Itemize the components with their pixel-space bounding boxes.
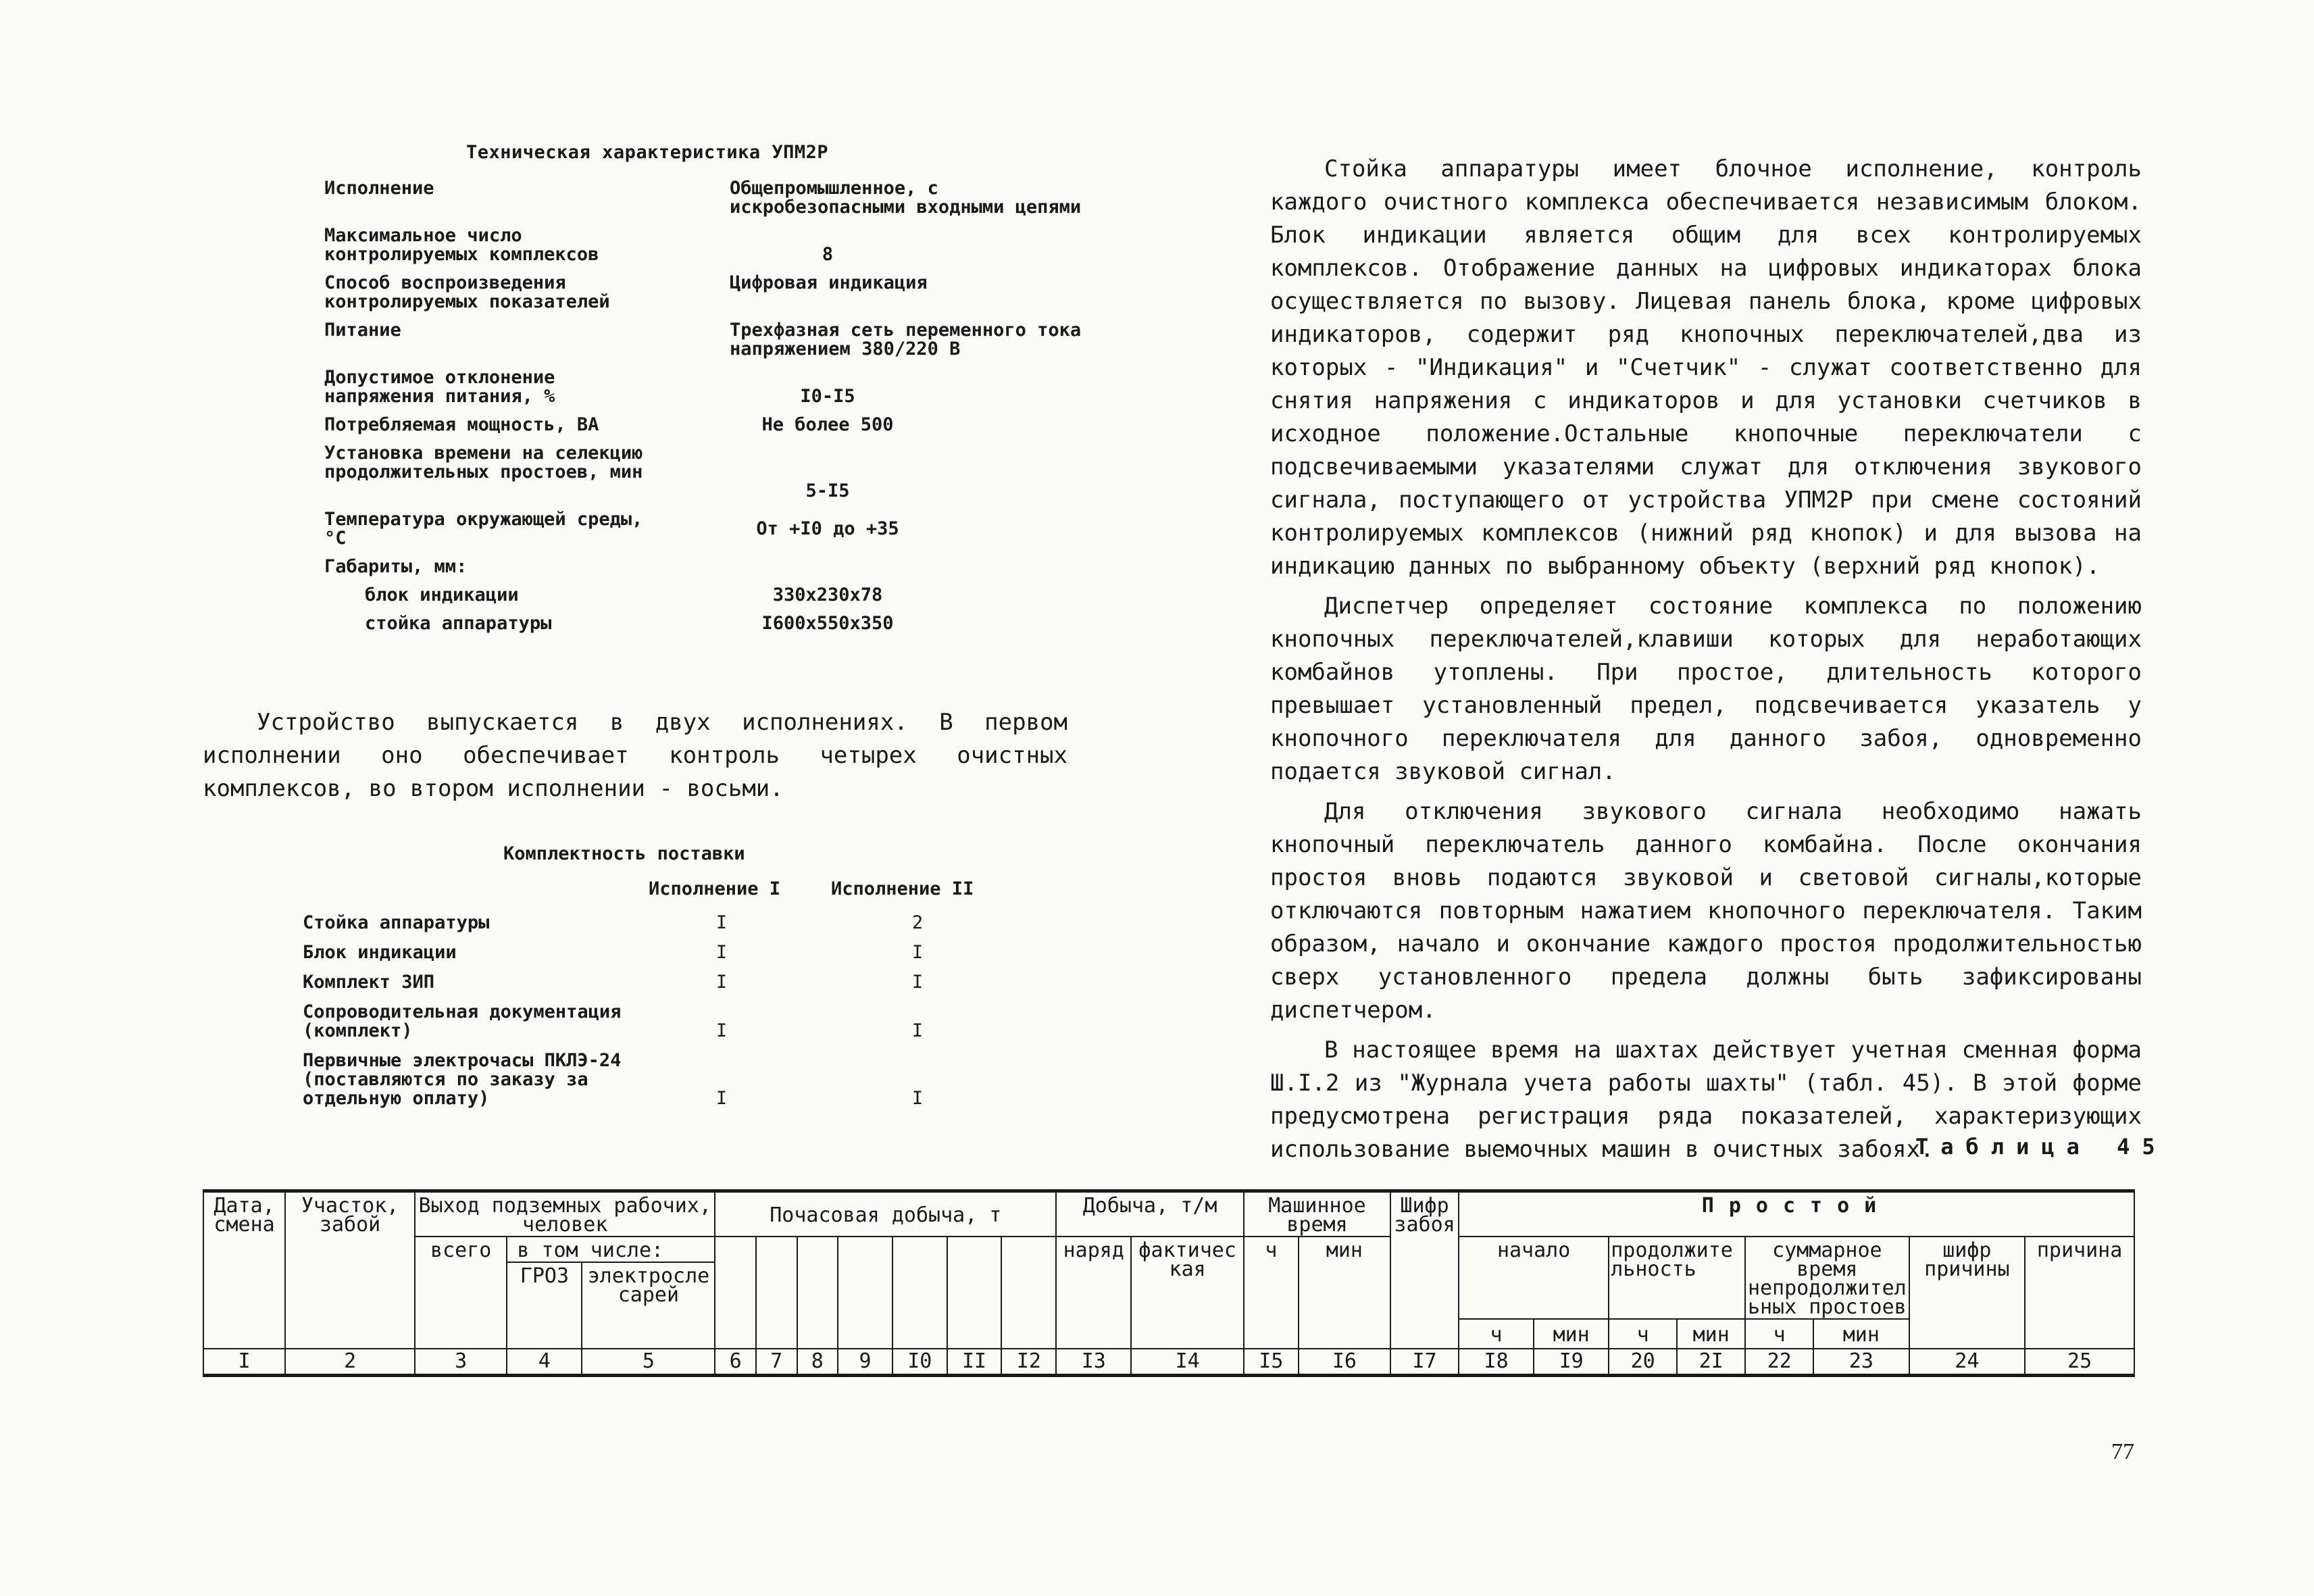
h-reason: причина xyxy=(2025,1237,2134,1349)
col-number: 7 xyxy=(756,1349,797,1376)
h-including: в том числе: xyxy=(507,1237,715,1262)
spec-key: Максимальное число контролируемых комплексов xyxy=(324,225,599,265)
col-number: 2I xyxy=(1677,1349,1745,1376)
h-machine-min: мин xyxy=(1299,1237,1390,1349)
h-duration-min: мин xyxy=(1677,1319,1745,1349)
kit-title: Комплектность поставки xyxy=(503,843,745,864)
col-number: 8 xyxy=(797,1349,838,1376)
spec-title: Техническая характеристика УПМ2Р xyxy=(466,142,829,163)
col-number: 3 xyxy=(415,1349,507,1376)
kit-qty-1: I xyxy=(715,1020,728,1041)
kit-item: Стойка аппаратуры xyxy=(303,912,490,933)
col-number: I xyxy=(203,1349,285,1376)
hourly-col xyxy=(756,1237,797,1349)
kit-qty-1: I xyxy=(715,942,728,963)
paragraph: В настоящее время на шахтах действует учетная сменная форма Ш.I.2 из "Журнала учета работы шахты" (табл. 45). В этой форме предусмотрена регистрация ряда показателей, характеризующих использование выемочных машин в очистных забоях. xyxy=(1270,1037,2142,1163)
h-start-h: ч xyxy=(1459,1319,1534,1349)
kit-qty-2: I xyxy=(911,1020,924,1041)
paragraph: Для отключения звукового сигнала необходимо нажать кнопочный переключатель данного комбайна. После окончания простоя вновь подаются звуковой и световой сигналы,которые отключаются повторным нажатием кнопочного переключателя. Таким образом, начало и окончание каждого простоя продолжительностью сверх установленного предела должны быть зафиксированы диспетчером. xyxy=(1270,798,2142,1024)
hourly-col xyxy=(715,1237,756,1349)
h-date: Дата, смена xyxy=(203,1191,285,1349)
spec-row xyxy=(324,226,1101,264)
col-number: I9 xyxy=(1534,1349,1609,1376)
spec-row xyxy=(324,416,1101,434)
spec-value: От +I0 до +35 xyxy=(756,518,899,539)
spec-value: I600х550х350 xyxy=(761,613,894,634)
h-section: Участок, забой xyxy=(285,1191,415,1349)
kit-item: Сопроводительная документация (комплект) xyxy=(303,1001,622,1041)
h-start: начало xyxy=(1459,1237,1609,1319)
paragraph: Устройство выпускается в двух исполнениях. В первом исполнении оно обеспечивает контроль четырех очистных комплексов, во втором исполнении - восьми. xyxy=(203,709,1067,802)
kit-row xyxy=(303,943,1113,962)
spec-value: Общепромышленное, с искробезопасными входными цепями xyxy=(730,178,1082,218)
col-number: II xyxy=(947,1349,1002,1376)
spec-row xyxy=(324,274,1101,311)
spec-row xyxy=(324,557,1101,576)
kit-row xyxy=(303,914,1113,932)
col-number: 2 xyxy=(285,1349,415,1376)
h-order: наряд xyxy=(1056,1237,1131,1349)
hourly-col xyxy=(947,1237,1002,1349)
table-45 xyxy=(203,1189,2135,1377)
spec-value: 330х230х78 xyxy=(772,584,883,605)
spec-row xyxy=(324,444,1101,501)
kit-col2-header: Исполнение II xyxy=(831,878,974,899)
spec-value: Не более 500 xyxy=(761,414,894,435)
col-number: 22 xyxy=(1745,1349,1813,1376)
page-number: 77 xyxy=(2111,1439,2134,1464)
spec-value: I0-I5 xyxy=(800,386,855,407)
h-machine-h: ч xyxy=(1244,1237,1299,1349)
h-reason-code: шифр причины xyxy=(1909,1237,2026,1349)
col-number: 6 xyxy=(715,1349,756,1376)
kit-qty-2: I xyxy=(911,942,924,963)
col-number: 5 xyxy=(582,1349,715,1376)
spec-row xyxy=(324,179,1101,217)
hourly-col xyxy=(797,1237,838,1349)
h-output: Добыча, т/м xyxy=(1056,1191,1244,1237)
h-electricians: электрослесарей xyxy=(582,1262,715,1349)
header-row-1 xyxy=(203,1191,2134,1237)
h-code: Шифр забоя xyxy=(1390,1191,1459,1349)
spec-row xyxy=(324,321,1101,359)
kit-row xyxy=(303,1003,1113,1041)
spec-row xyxy=(324,586,1101,605)
spec-table xyxy=(324,179,1101,643)
kit-row xyxy=(303,973,1113,992)
h-workers: Выход подземных рабочих, человек xyxy=(415,1191,715,1237)
kit-item: Первичные электрочасы ПКЛЭ-24 (поставляются по заказу за отдельную оплату) xyxy=(303,1050,622,1109)
spec-key: Питание xyxy=(324,320,401,341)
spec-key: Габариты, мм: xyxy=(324,556,468,577)
kit-qty-2: I xyxy=(911,972,924,993)
spec-key: Допустимое отклонение напряжения питания, % xyxy=(324,367,555,407)
col-number: 23 xyxy=(1813,1349,1909,1376)
col-number: I7 xyxy=(1390,1349,1459,1376)
h-duration: продолжительность xyxy=(1609,1237,1745,1319)
spec-key: Установка времени на селекцию продолжительных простоев, мин xyxy=(324,443,643,482)
spec-key: стойка аппаратуры xyxy=(365,613,552,634)
col-number: 4 xyxy=(507,1349,582,1376)
left-paragraph xyxy=(203,706,1067,805)
right-text xyxy=(1270,153,2142,1173)
h-sum-min: мин xyxy=(1813,1319,1909,1349)
h-sum: суммарное время непродолжительных простоев xyxy=(1745,1237,1909,1319)
kit-qty-1: I xyxy=(715,972,728,993)
kit-qty-1: I xyxy=(715,1088,728,1109)
spec-row xyxy=(324,368,1101,406)
spec-key: Температура окружающей среды, °С xyxy=(324,509,643,549)
h-actual: фактическая xyxy=(1131,1237,1244,1349)
kit-item: Комплект ЗИП xyxy=(303,972,435,993)
paragraph: Стойка аппаратуры имеет блочное исполнение, контроль каждого очистного комплекса обеспечивается независимым блоком. Блок индикации является общим для всех контролируемых комплексов. Отображение данных на цифровых индикаторах блока осуществляется по вызову. Лицевая панель блока, кроме цифровых индикаторов, содержит ряд кнопочных переключателей,два из которых - "Индикация" и "Счетчик" - служат соответственно для снятия напряжения с индикаторов и для установки счетчиков в исходное положение.Остальные кнопочные переключатели с подсвечиваемыми указателями служат для отключения звукового сигнала, поступающего от устройства УПМ2Р при смене состояний контролируемых комплексов (нижний ряд кнопок) и для вызова на индикацию данных по выбранному объекту (верхний ряд кнопок). xyxy=(1270,155,2142,580)
header-row-2 xyxy=(203,1237,2134,1262)
h-start-min: мин xyxy=(1534,1319,1609,1349)
col-number: I2 xyxy=(1001,1349,1056,1376)
spec-key: Исполнение xyxy=(324,178,434,199)
kit-col1-header: Исполнение I xyxy=(649,878,781,899)
paragraph: Диспетчер определяет состояние комплекса по положению кнопочных переключателей,клавиши которых для неработающих комбайнов утоплены. При простое, длительность которого превышает установленный предел, подсвечивается указатель у кнопочного переключателя для данного забоя, одновременно подается звуковой сигнал. xyxy=(1270,593,2142,785)
h-duration-h: ч xyxy=(1609,1319,1677,1349)
spec-value: Цифровая индикация xyxy=(730,272,928,293)
spec-row xyxy=(324,614,1101,633)
h-hourly: Почасовая добыча, т xyxy=(715,1191,1056,1237)
h-downtime: Простой xyxy=(1459,1191,2134,1237)
col-number: I0 xyxy=(892,1349,947,1376)
h-machine: Машинное время xyxy=(1244,1191,1390,1237)
spec-key: Потребляемая мощность, ВА xyxy=(324,414,599,435)
spec-value: Трехфазная сеть переменного тока напряжением 380/220 В xyxy=(730,320,1082,359)
col-number: I5 xyxy=(1244,1349,1299,1376)
hourly-col xyxy=(1001,1237,1056,1349)
h-sum-h: ч xyxy=(1745,1319,1813,1349)
col-number: 20 xyxy=(1609,1349,1677,1376)
hourly-col xyxy=(838,1237,892,1349)
col-number: I3 xyxy=(1056,1349,1131,1376)
spec-value: 5-I5 xyxy=(805,480,850,501)
col-number: I8 xyxy=(1459,1349,1534,1376)
h-grpz: ГРОЗ xyxy=(507,1262,582,1349)
col-number: 24 xyxy=(1909,1349,2026,1376)
kit-qty-2: I xyxy=(911,1088,924,1109)
col-number: I6 xyxy=(1299,1349,1390,1376)
kit-qty-1: I xyxy=(715,912,728,933)
spec-row xyxy=(324,510,1101,548)
spec-key: блок индикации xyxy=(365,584,519,605)
kit-qty-2: 2 xyxy=(911,912,924,933)
col-number: 9 xyxy=(838,1349,892,1376)
spec-key: Способ воспроизведения контролируемых показателей xyxy=(324,272,610,312)
kit-item: Блок индикации xyxy=(303,942,457,963)
column-numbers-row xyxy=(203,1349,2134,1376)
kit-row xyxy=(303,1051,1113,1108)
table-caption: Таблица 45 xyxy=(1915,1134,2167,1159)
kit-table xyxy=(303,914,1113,1119)
col-number: 25 xyxy=(2025,1349,2134,1376)
hourly-col xyxy=(892,1237,947,1349)
h-total: всего xyxy=(415,1237,507,1349)
spec-value: 8 xyxy=(822,244,834,265)
col-number: I4 xyxy=(1131,1349,1244,1376)
spec-value xyxy=(669,557,1088,576)
